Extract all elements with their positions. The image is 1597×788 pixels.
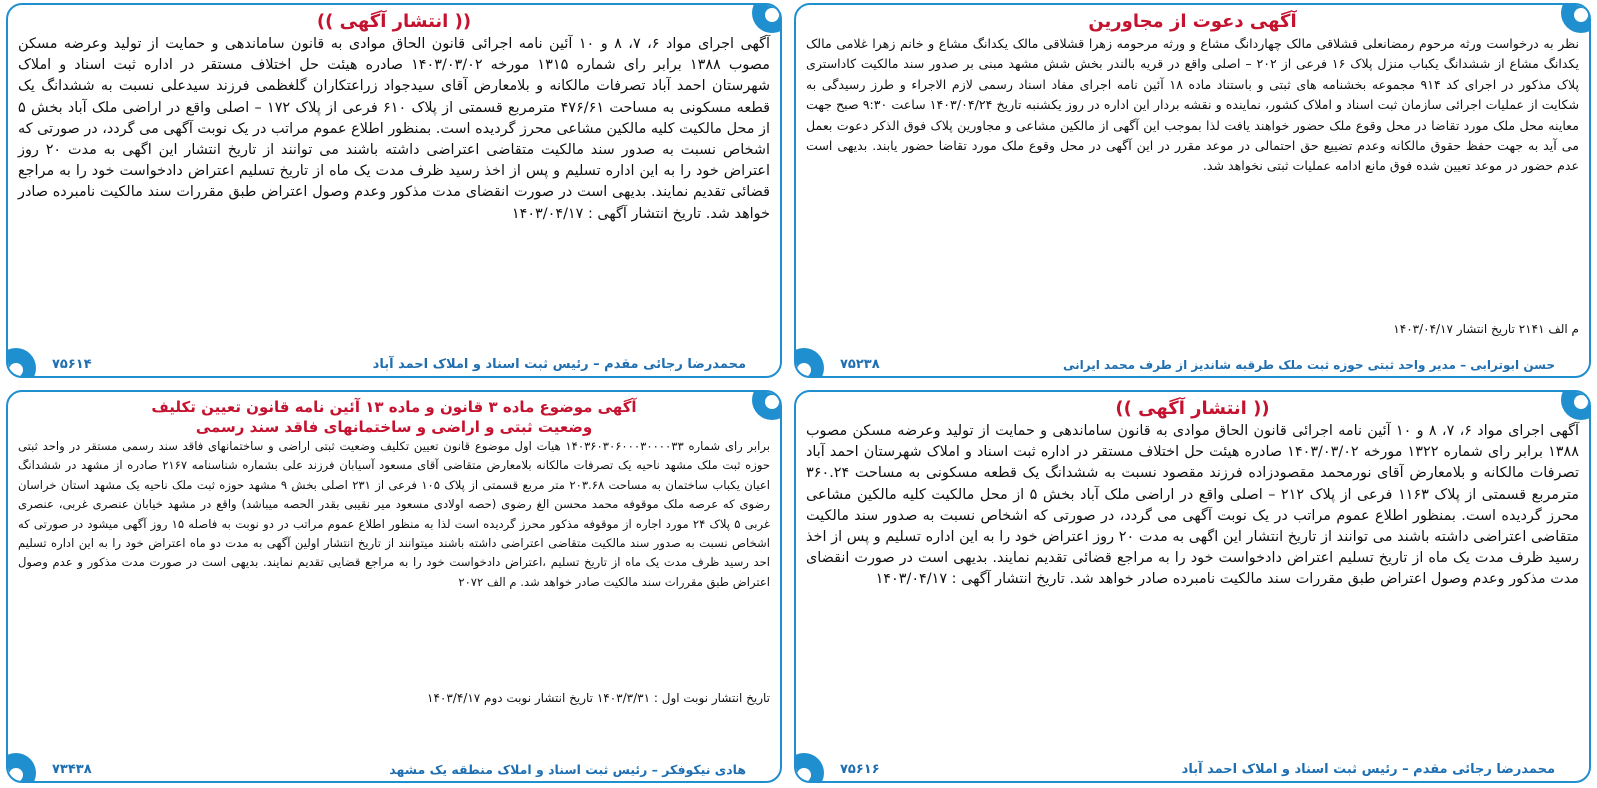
ornament-icon — [794, 348, 824, 378]
ad-signature: هادی نیکوفکر – رئیس ثبت اسناد و املاک منطقه یک مشهد — [389, 762, 746, 777]
ad-footnote: م الف ۲۱۴۱ تاریخ انتشار ۱۴۰۳/۰۴/۱۷ — [1393, 322, 1579, 336]
ad-subtitle: وضعیت ثبتی و اراضی و ساختمانهای فاقد سند رسمی — [195, 418, 593, 436]
ad-signature: محمدرضا رجائی مقدم – رئیس ثبت اسناد و املاک احمد آباد — [1181, 762, 1555, 777]
ornament-icon — [1561, 390, 1591, 420]
ad-title: (( انتشار آگهی )) — [1115, 398, 1270, 419]
ornament-icon — [752, 390, 782, 420]
ad-signature: محمدرضا رجائی مقدم – رئیس ثبت اسناد و املاک احمد آباد — [372, 357, 746, 372]
ad-publication-ahmadabad-1322 — [794, 390, 1591, 783]
ornament-icon — [794, 753, 824, 783]
ad-title: آگهی موضوع ماده ۳ قانون و ماده ۱۳ آئین نامه قانون تعیین تکلیف — [151, 398, 637, 416]
ad-title: (( انتشار آگهی )) — [316, 11, 472, 32]
ad-signature: حسن ابوترابی – مدیر واحد ثبتی حوزه ثبت ملک طرقبه شاندیز از طرف محمد ایرانی — [1063, 358, 1555, 372]
ad-code: ۷۳۴۳۸ — [52, 762, 92, 777]
ad-body: آگهی اجرای مواد ۶، ۷، ۸ و ۱۰ آئین نامه اجرائی قانون الحاق موادی به قانون ساماندهی و حمایت از تولید وعرضه مسکن مصوب ۱۳۸۸ برابر رای شماره ۱۳۲۲ مورخه ۱۴۰۳/۰۳/۰۲ صادره هیئت حل اختلاف مستقر در اداره ثبت اسناد و املاک شهرستان احمد آباد تصرفات مالکانه و بلامعارض آقای نورمحمد مقصودزاده فرزند مقصود نسبت به ششدانگ یک قطعه مسکونی به مساحت ۳۶۰.۲۴ مترمربع قسمتی از پلاک ۱۱۶۳ فرعی از پلاک ۲۱۲ – اصلی واقع در اراضی ملک آباد بخش ۵ از محل مالکیت کلیه مالکین مشاعی محرز گردیده است. بمنظور اطلاع عموم مراتب در یک نوبت آگهی می گردد، در صورتی که اشخاص نسبت به صدور سند مالکیت متقاضی اعتراضی داشته باشند می توانند از تاریخ انتشار این اگهی به مدت ۲۰ روز اعتراض خود را به این اداره تسلیم و پس از اخذ رسید ظرف مدت یک ماه از تاریخ تسلیم اعتراض دادخواست خود را به مراجع قضائی تقدیم نمایند. بدیهی است در صورت انقضای مدت مذکور وعدم وصول اعتراض طبق مقررات سند مالکیت نامبرده صادر خواهد شد. تاریخ انتشار آگهی : ۱۴۰۳/۰۴/۱۷ — [806, 423, 1579, 588]
ad-body: برابر رای شماره ۱۴۰۳۶۰۳۰۶۰۰۰۳۰۰۰۰۳۳ هیات اول موضوع قانون تعیین تکلیف وضعیت ثبتی اراضی و ساختمانهای فاقد سند رسمی مستقر در واحد ثبتی حوزه ثبت ملک مشهد ناحیه یک تصرفات مالکانه بلامعارض متقاضی آقای مسعود آسیابان فرزند علی بشماره شناسنامه ۲۱۶۷ صادره از مشهد در ششدانگ اعیان یکباب ساختمان به مساحت ۲۰۳.۶۸ متر مربع قسمتی از پلاک ۱۰۵ فرعی از ۲۳۱ اصلی بخش ۹ مشهد حوزه ثبت ملک ناحیه یک مشهد استان خراسان رضوی که عرصه ملک موقوفه محمد محسن الغ رضوی (حصه اولادی مسعود میر نقیبی بقدر الحصه میباشد) واقع در مشهد خیابان عنصری غربی، عنصری غربی ۵ پلاک ۲۴ مورد اجاره از موقوفه مذکور محرز گردیده است لذا به منظور اطلاع عموم مراتب در دو نوبت به فاصله ۱۵ روز آگهی میشود در صورتی که اشخاص نسبت به صدور سند مالکیت متقاضی اعتراضی داشته باشند میتوانند از تاریخ انتشار اولین آگهی به مدت دو ماه اعتراض خود را به این اداره تسلیم احد رسید ظرف مدت یک ماه از تاریخ تسلیم ،اعتراض دادخواست خود را به مراجع قضایی تقدیم نمایند. بدیهی است در صورت مدت مذکور و عدم وصول اعتراض طبق مقررات سند مالکیت صادر خواهد شد. م الف ۲۰۷۲ — [18, 439, 770, 589]
ad-title: آگهی دعوت از مجاورین — [1088, 11, 1297, 32]
ornament-icon — [6, 348, 36, 378]
ad-code: ۷۵۶۱۶ — [840, 762, 880, 777]
ad-publication-ahmadabad-1315 — [6, 3, 782, 378]
ad-body: آگهی اجرای مواد ۶، ۷، ۸ و ۱۰ آئین نامه اجرائی قانون الحاق موادی به قانون ساماندهی و حمایت از تولید وعرضه مسکن مصوب ۱۳۸۸ برابر رای شماره ۱۳۱۵ مورخه ۱۴۰۳/۰۳/۰۲ صادره هیئت حل اختلاف مستقر در اداره ثبت اسناد و املاک شهرستان احمد آباد تصرفات مالکانه و بلامعارض آقای سیدجواد زراعتکاران گلغظمی فرزند سیدعلی نسبت به ششدانگ یک قطعه مسکونی به مساحت ۴۷۶/۶۱ مترمربع قسمتی از پلاک ۶۱۰ فرعی از پلاک ۱۷۲ – اصلی واقع در اراضی ملک آباد بخش ۵ از محل مالکیت کلیه مالکین مشاعی محرز گردیده است. بمنظور اطلاع عموم مراتب در یک نوبت آگهی می گردد، در صورتی که اشخاص نسبت به صدور سند مالکیت متقاضی اعتراضی داشته باشند می توانند از تاریخ انتشار این اگهی به مدت ۲۰ روز اعتراض خود را به این اداره تسلیم و پس از اخذ رسید ظرف مدت یک ماه از تاریخ تسلیم اعتراض دادخواست خود را به مراجع قضائی تقدیم نمایند. بدیهی است در صورت انقضای مدت مذکور وعدم وصول اعتراض طبق مقررات سند مالکیت نامبرده صادر خواهد شد. تاریخ انتشار آگهی : ۱۴۰۳/۰۴/۱۷ — [18, 36, 771, 222]
ornament-icon — [1561, 3, 1591, 33]
ad-tayin-taklif-mashhad — [6, 390, 782, 783]
ad-code: ۷۵۲۳۸ — [840, 357, 880, 372]
ad-code: ۷۵۶۱۴ — [52, 357, 92, 372]
ornament-icon — [752, 3, 782, 33]
ad-neighbors-invitation — [794, 3, 1591, 378]
ad-body: نظر به درخواست ورثه مرحوم رمضانعلی قشلاقی مالک چهاردانگ مشاع و ورثه مرحومه زهرا قشلاقی مالک یکدانگ مشاع و خانم زهرا غلامی مالک یکدانگ مشاع از ششدانگ یکباب منزل پلاک ۱۶ فرعی از ۲۰۲ – اصلی واقع در قریه بالندر بخش شش مشهد مبنی بر صدور سند مالکیت کاداستری پلاک مذکور در اجرای کد ۹۱۴ مجموعه بخشنامه های ثبتی و باستناد ماده ۱۸ آئین نامه اجرای مفاد اسناد رسمی لازم الاجراء و طرز رسیدگی به شکایت از عملیات اجرائی سازمان ثبت اسناد و املاک کشور، نماینده و نقشه بردار این اداره در روز یکشنبه تاریخ ۱۴۰۳/۰۴/۲۴ ساعت ۹:۳۰ صبح جهت معاینه محل ملک مورد تقاضا در محل وقوع ملک حضور خواهند یافت لذا بموجب این آگهی از مالکین مشاعی و مجاورین پلاک فوق الذکر دعوت بعمل می آید به جهت حفظ حقوق مالکانه وعدم تضییع حق احتمالی در موعد مقرر در این آگهی در محل وقوع ملک مورد تقاضا حضور یابند. بدیهی است عدم حضور در موعد تعیین شده فوق مانع ادامه عملیات ثبتی نخواهد شد. — [806, 36, 1580, 174]
ornament-icon — [6, 753, 36, 783]
ad-footnote: تاریخ انتشار نوبت اول : ۱۴۰۳/۳/۳۱ تاریخ انتشار نوبت دوم ۱۴۰۳/۴/۱۷ — [427, 691, 770, 705]
